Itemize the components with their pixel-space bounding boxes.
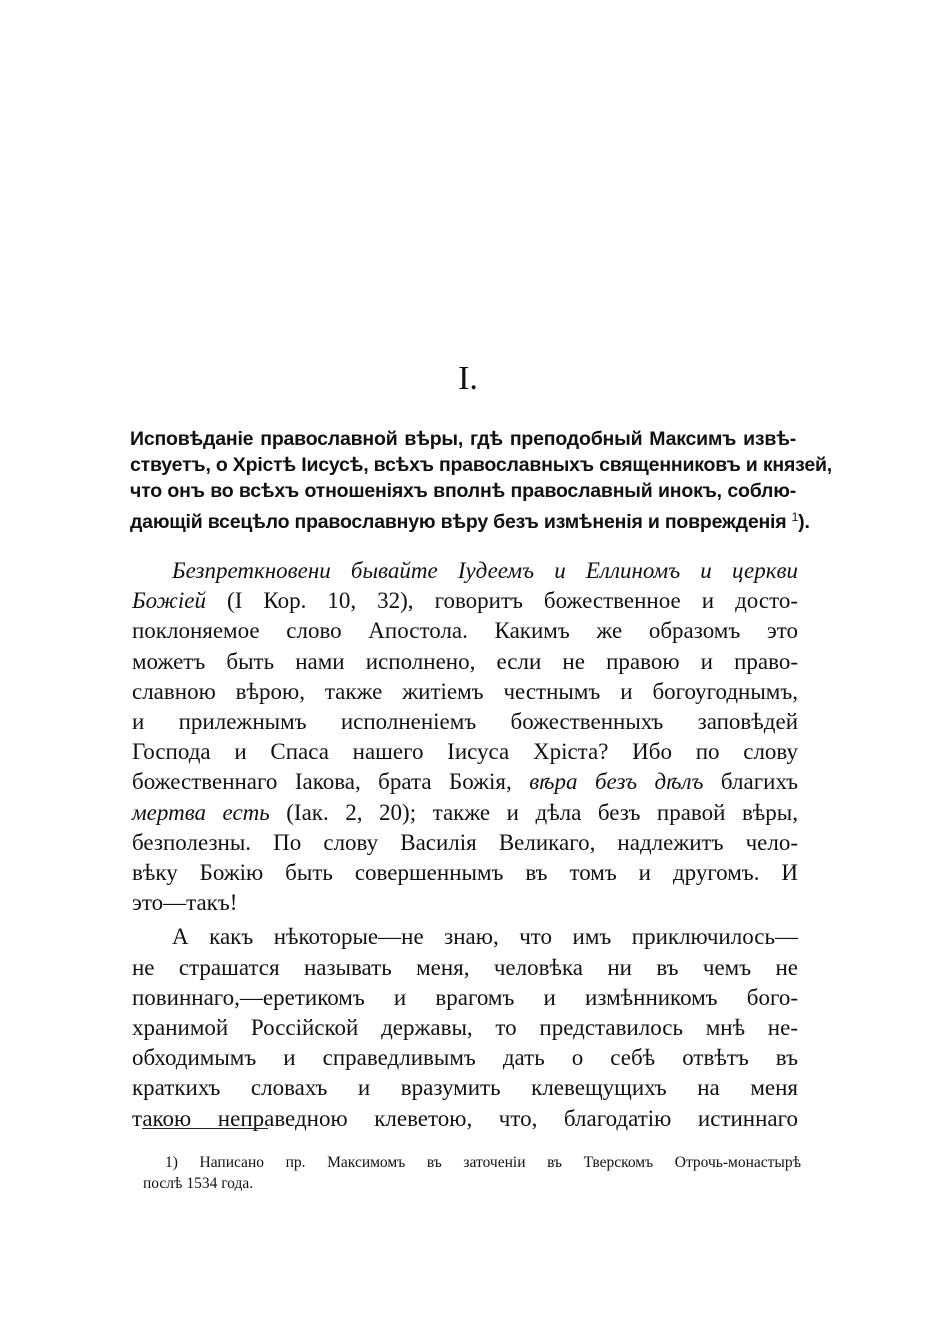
text-span: божественнаго Іакова, брата Божія, — [132, 769, 530, 795]
scripture-quote: Безпреткновени бывайте Іудеемъ и Еллиномъ и церкви — [172, 558, 798, 583]
text-line — [132, 586, 798, 616]
paragraph-1 — [132, 556, 798, 918]
text-line — [132, 767, 798, 797]
text-line: обходимымъ и справедливымъ дать о себѣ отвѣтъ въ — [132, 1045, 798, 1071]
text-line: это—такъ! — [132, 890, 238, 916]
text-span: (Іак. 2, 20); также и дѣла безъ правой вѣры, — [269, 799, 799, 825]
text-line — [132, 556, 798, 586]
chapter-heading — [130, 426, 833, 535]
heading-line: Исповѣданіе православной вѣры, гдѣ преподобный Максимъ извѣ- — [130, 428, 796, 450]
heading-trailing: ). — [798, 511, 810, 533]
footnote — [143, 1152, 801, 1194]
text-span: благихъ — [703, 769, 798, 795]
text-line: повиннаго,—еретикомъ и врагомъ и измѣнникомъ бого- — [132, 984, 798, 1010]
footnote-line: 1) Написано пр. Максимомъ въ заточеніи въ Тверскомъ Отрочь-монастырѣ — [165, 1154, 801, 1171]
footnote-marker: 1 — [791, 510, 799, 524]
text-line: Господа и Спаса нашего Іисуса Хріста? Ибо по слову — [132, 739, 798, 765]
text-line: А какъ нѣкоторые—не знаю, что имъ приключилось— — [172, 924, 798, 950]
scripture-quote: вѣра безъ дѣлъ — [529, 769, 704, 795]
text-line — [132, 798, 798, 828]
body-text — [132, 556, 798, 1134]
heading-line-last — [130, 504, 810, 535]
text-line: безполезны. По слову Василія Великаго, надлежитъ чело- — [132, 829, 798, 855]
text-line: вѣку Божію быть совершеннымъ въ томъ и другомъ. И — [132, 860, 798, 886]
footnote-line: послѣ 1534 года. — [143, 1175, 254, 1192]
text-line: хранимой Россійской державы, то представилось мнѣ не- — [132, 1015, 798, 1041]
text-span: (I Кор. 10, 32), говоритъ божественное и досто- — [206, 588, 798, 614]
text-line: и прилежнымъ исполненіемъ божественныхъ заповѣдей — [132, 709, 798, 735]
paragraph-2 — [132, 922, 798, 1133]
text-line: не страшатся называть меня, человѣка ни въ чемъ не — [132, 954, 798, 980]
text-line: поклоняемое слово Апостола. Какимъ же образомъ это — [132, 618, 798, 644]
text-line: такою неправедною клеветою, что, благодатію истиннаго — [132, 1105, 798, 1131]
text-line: славною вѣрою, также житіемъ честнымъ и богоугоднымъ, — [132, 678, 798, 704]
scripture-quote: мертва есть — [132, 799, 270, 825]
heading-line-text: дающій всецѣло православную вѣру безъ измѣненія и поврежденія — [130, 511, 787, 533]
footnote-divider — [142, 1128, 268, 1129]
chapter-number: I. — [458, 360, 478, 397]
text-line: краткихъ словахъ и вразумить клевещущихъ на меня — [132, 1075, 798, 1101]
heading-line: ствуетъ, о Хрістѣ Іисусѣ, всѣхъ православныхъ священниковъ и князей, — [130, 454, 833, 476]
text-line: можетъ быть нами исполнено, если не правою и право- — [132, 648, 798, 674]
scripture-quote: Божіей — [132, 588, 206, 614]
heading-line: что онъ во всѣхъ отношеніяхъ вполнѣ православный инокъ, соблю- — [130, 480, 796, 502]
